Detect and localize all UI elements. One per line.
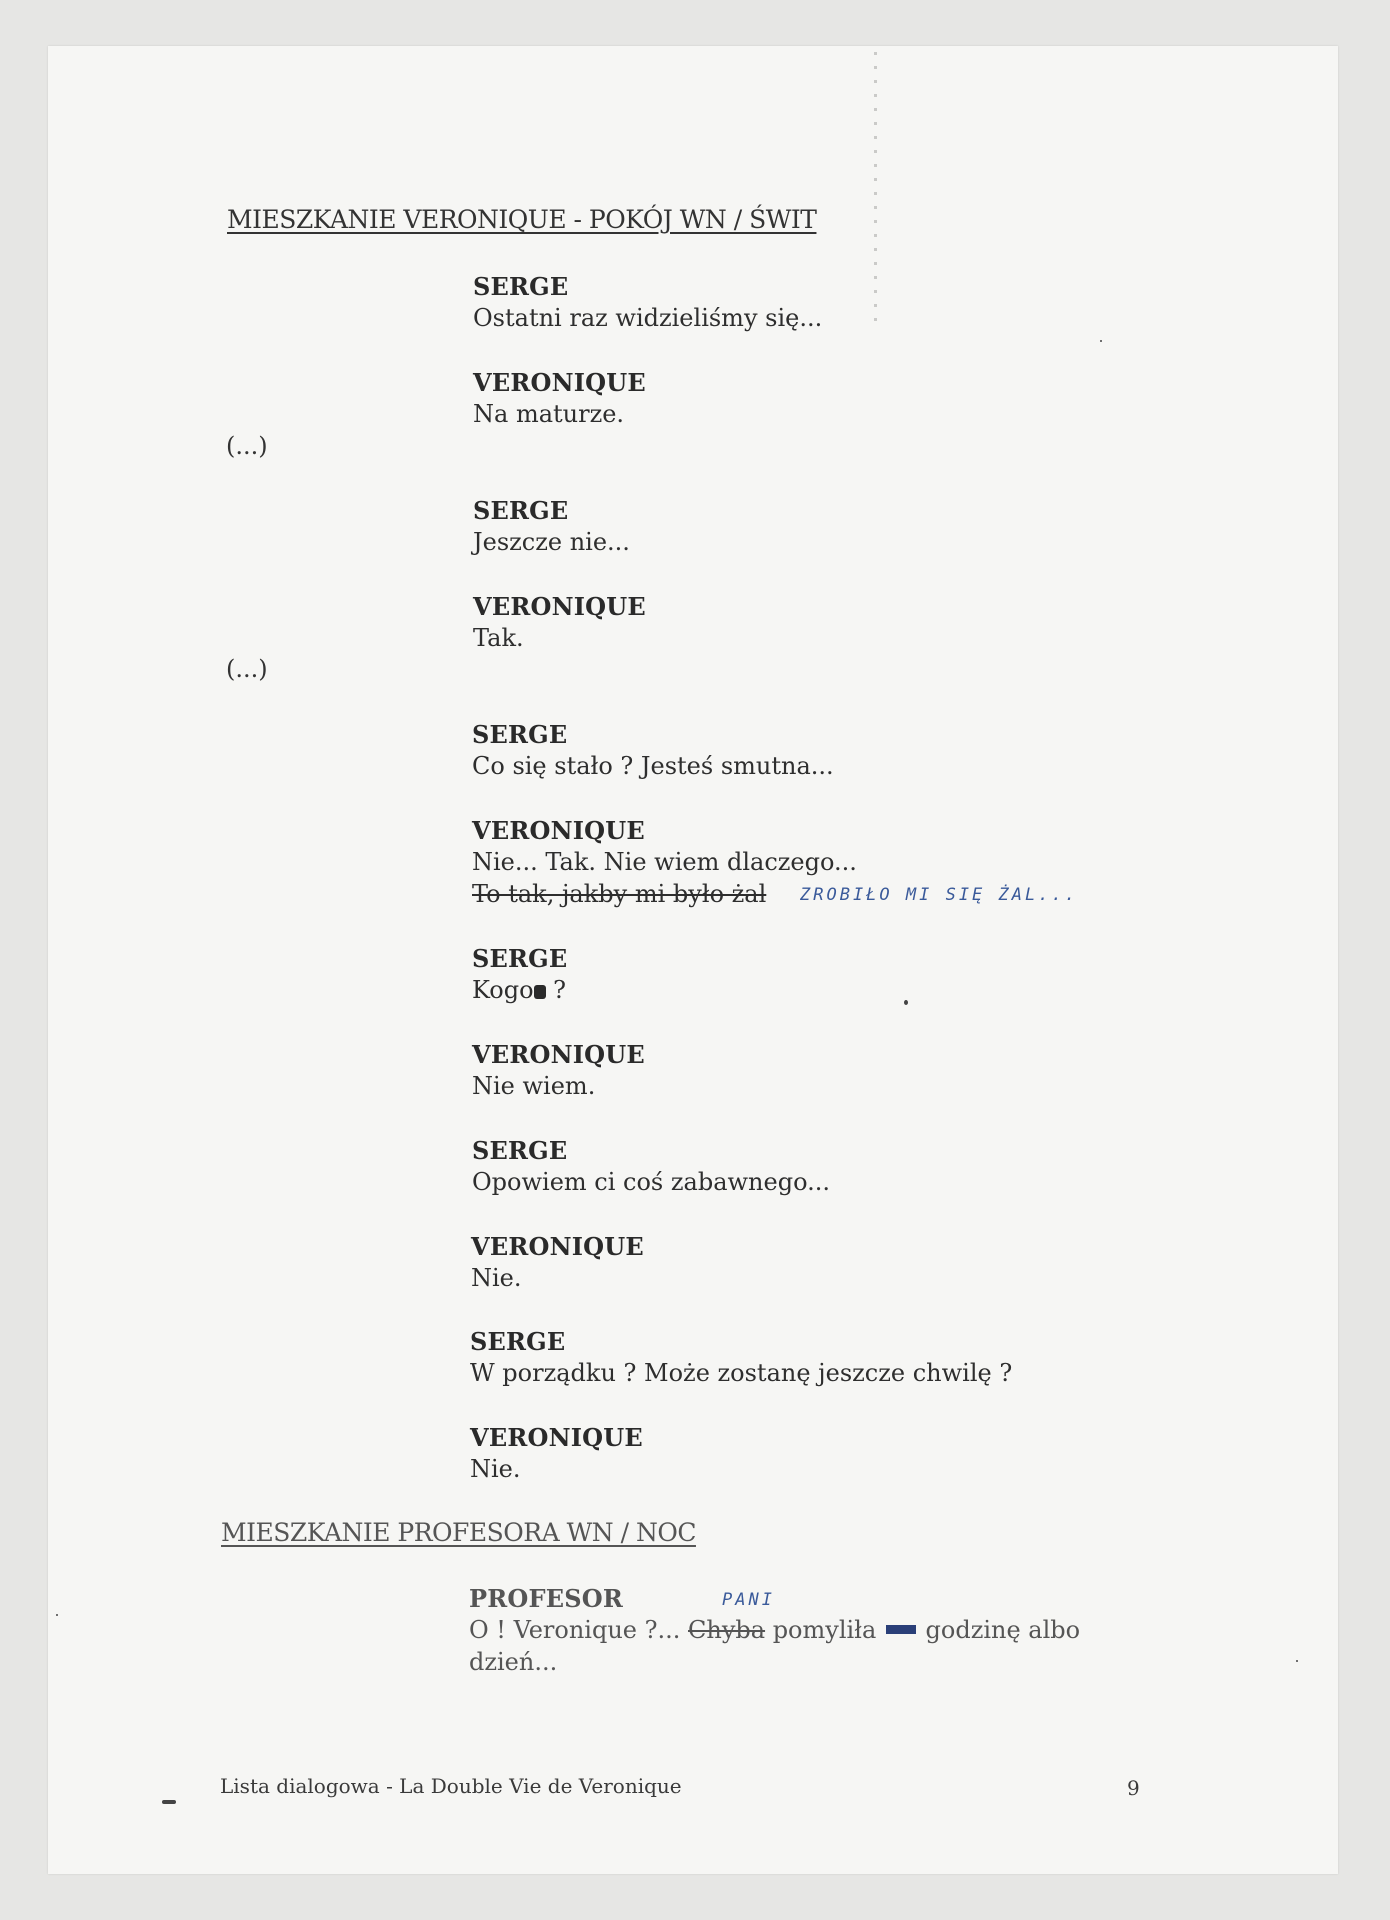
- struck-dialogue-line: To tak, jakby mi było żal: [472, 880, 767, 908]
- dialogue-line-start: Kogo: [472, 976, 534, 1004]
- ink-speck: [162, 1800, 176, 1804]
- speaker-name: PROFESOR: [469, 1584, 624, 1613]
- ellipsis-mark: (...): [226, 432, 268, 460]
- ink-speck: [1296, 1660, 1298, 1662]
- dialogue-line-part2: pomyliła: [765, 1616, 884, 1644]
- speaker-name: VERONIQUE: [472, 1040, 645, 1069]
- speaker-name: VERONIQUE: [473, 368, 646, 397]
- speaker-name: SERGE: [473, 272, 569, 301]
- ink-blot: [534, 985, 546, 999]
- dialogue-line: W porządku ? Może zostanę jeszcze chwilę ?: [470, 1359, 1013, 1387]
- dialogue-line: Tak.: [473, 624, 524, 652]
- ellipsis-mark: (...): [226, 655, 268, 683]
- scene-heading-1: MIESZKANIE VERONIQUE - POKÓJ WN / ŚWIT: [227, 205, 817, 234]
- speaker-name: SERGE: [472, 1136, 568, 1165]
- speaker-name: VERONIQUE: [472, 816, 645, 845]
- speaker-name: SERGE: [472, 944, 568, 973]
- speaker-name: VERONIQUE: [471, 1232, 644, 1261]
- ink-speck: [904, 1000, 908, 1005]
- marker-strike: [886, 1625, 916, 1634]
- dialogue-line: Na maturze.: [473, 400, 625, 428]
- dialogue-line: [472, 976, 566, 1004]
- dialogue-line-end: ?: [545, 976, 567, 1004]
- dialogue-line: Jeszcze nie...: [473, 528, 630, 556]
- dialogue-line-continuation: dzień...: [469, 1648, 558, 1676]
- dialogue-line-part3: godzinę albo: [917, 1616, 1081, 1644]
- footer-title: Lista dialogowa - La Double Vie de Veronique: [220, 1774, 682, 1798]
- speaker-name: VERONIQUE: [473, 592, 646, 621]
- ink-speck: [1100, 340, 1102, 342]
- dialogue-line: Nie... Tak. Nie wiem dlaczego...: [472, 848, 857, 876]
- handwritten-correction: ZROBIŁO MI SIĘ ŻAL...: [800, 885, 1078, 905]
- dialogue-line: Nie.: [471, 1264, 522, 1292]
- speaker-name: VERONIQUE: [470, 1423, 643, 1452]
- scene-heading-2: MIESZKANIE PROFESORA WN / NOC: [221, 1518, 696, 1547]
- page-edge-marks: [874, 52, 877, 332]
- dialogue-line: Co się stało ? Jesteś smutna...: [472, 752, 834, 780]
- speaker-name: SERGE: [473, 496, 569, 525]
- page-number: 9: [1127, 1776, 1140, 1800]
- dialogue-line: Opowiem ci coś zabawnego...: [472, 1168, 830, 1196]
- dialogue-line: [469, 1616, 1080, 1644]
- dialogue-line-part1: O ! Veronique ?...: [469, 1616, 688, 1644]
- speaker-name: SERGE: [470, 1327, 566, 1356]
- handwritten-insert: PANI: [722, 1590, 775, 1610]
- dialogue-line: Nie wiem.: [472, 1072, 596, 1100]
- dialogue-line: Nie.: [470, 1455, 521, 1483]
- ink-speck: [56, 1614, 58, 1616]
- dialogue-line: Ostatni raz widzieliśmy się...: [473, 304, 823, 332]
- speaker-name: SERGE: [472, 720, 568, 749]
- struck-word: Chyba: [688, 1616, 766, 1644]
